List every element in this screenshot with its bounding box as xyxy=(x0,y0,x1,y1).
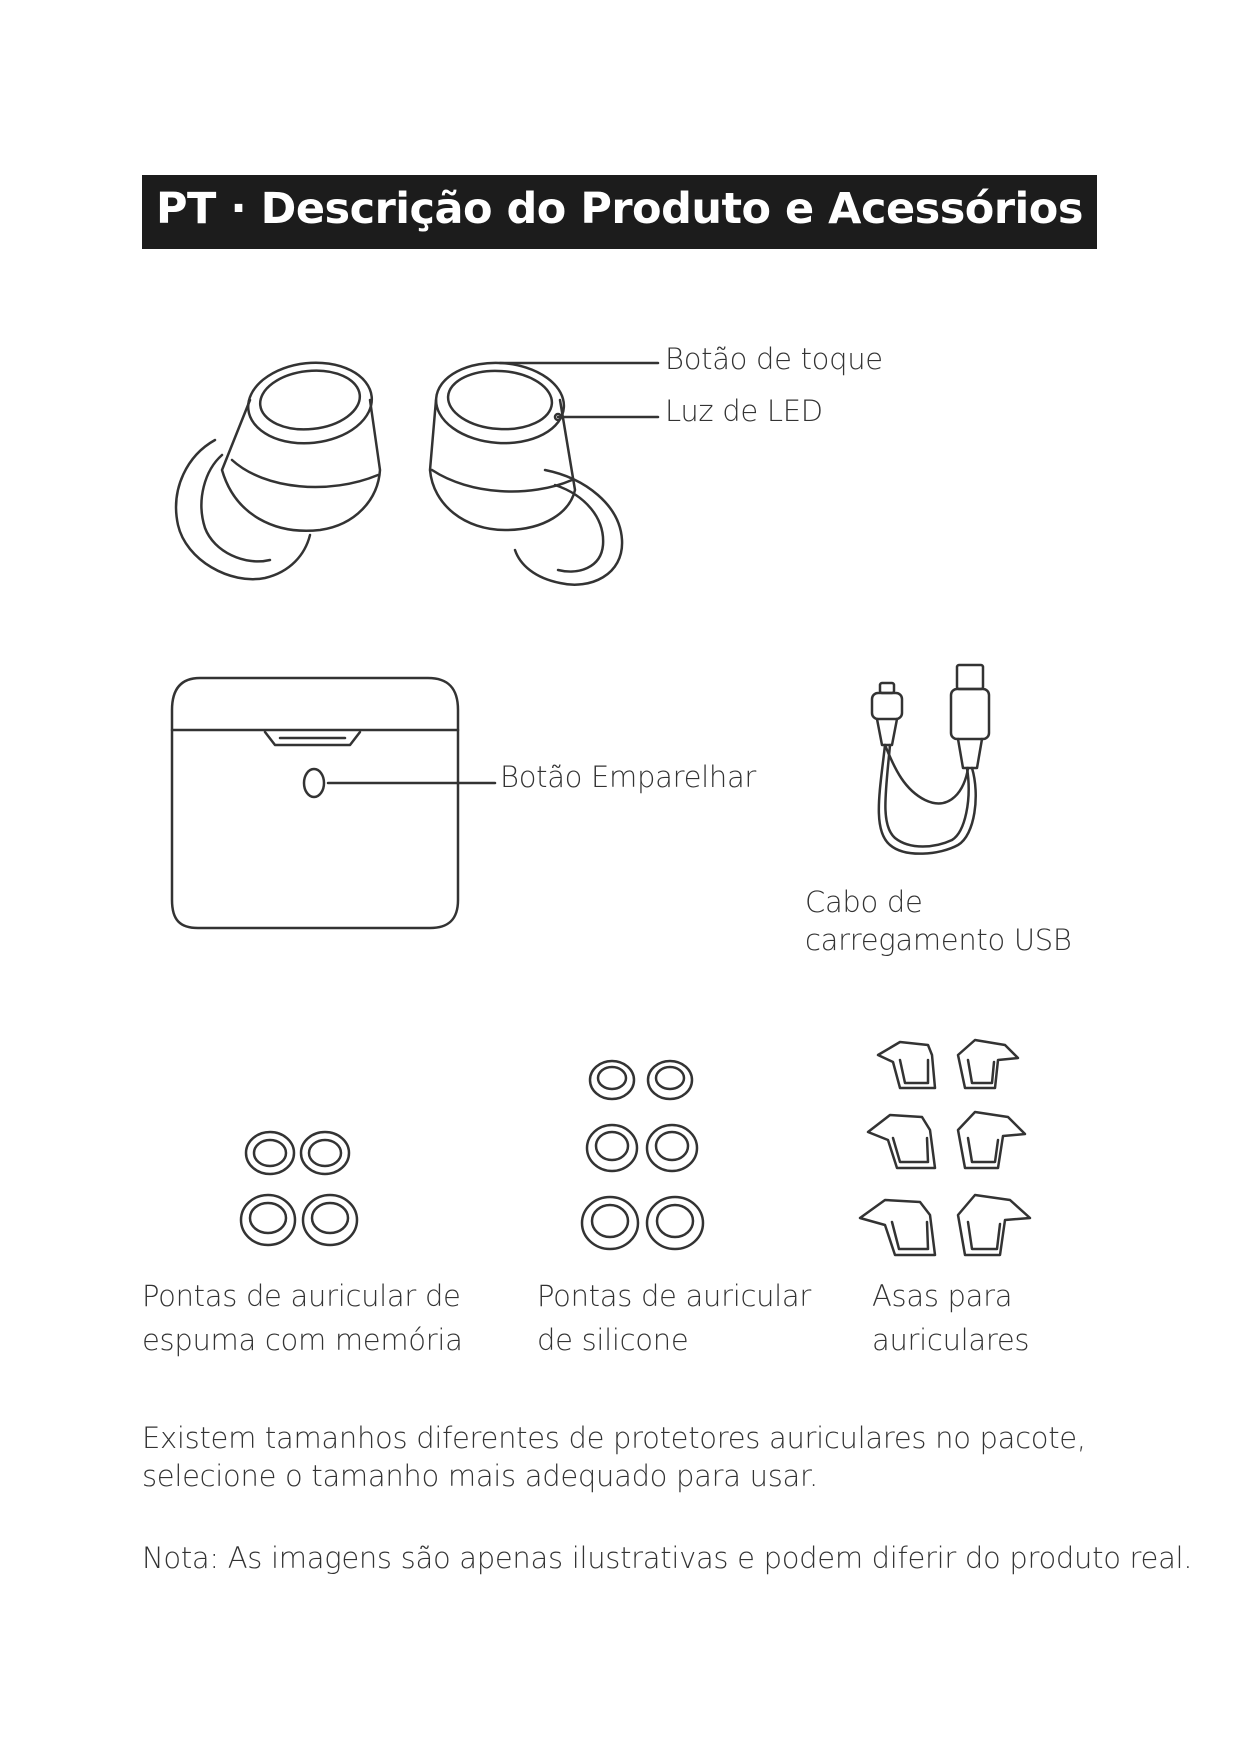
foam-eartips-illustration xyxy=(241,1132,357,1245)
left-earbud-illustration xyxy=(176,357,380,579)
touch-button-label: Botão de toque xyxy=(665,342,883,376)
pair-button-label: Botão Emparelhar xyxy=(500,760,757,794)
silicone-tips-label-line1: Pontas de auricular xyxy=(537,1279,812,1313)
page-title: PT · Descrição do Produto e Acessórios xyxy=(156,184,1083,234)
right-earbud-illustration xyxy=(430,359,622,585)
led-label: Luz de LED xyxy=(665,394,823,428)
sizes-note-line2: selecione o tamanho mais adequado para usar. xyxy=(142,1459,818,1493)
ear-wings-illustration xyxy=(860,1040,1030,1255)
ear-wings-label-line1: Asas para xyxy=(872,1279,1013,1313)
usb-cable-label-line2: carregamento USB xyxy=(805,923,1072,957)
foam-tips-label-line2: espuma com memória xyxy=(142,1323,463,1357)
silicone-eartips-illustration xyxy=(582,1061,703,1249)
foam-tips-label-line1: Pontas de auricular de xyxy=(142,1279,461,1313)
disclaimer-note: Nota: As imagens são apenas ilustrativas e podem diferir do produto real. xyxy=(142,1541,1193,1575)
charging-case-illustration xyxy=(172,678,495,928)
usb-cable-label-line1: Cabo de xyxy=(805,885,923,919)
ear-wings-label-line2: auriculares xyxy=(872,1323,1030,1357)
silicone-tips-label-line2: de silicone xyxy=(537,1323,689,1357)
usb-cable-illustration xyxy=(872,665,989,854)
sizes-note-line1: Existem tamanhos diferentes de protetores auriculares no pacote, xyxy=(142,1421,1086,1455)
